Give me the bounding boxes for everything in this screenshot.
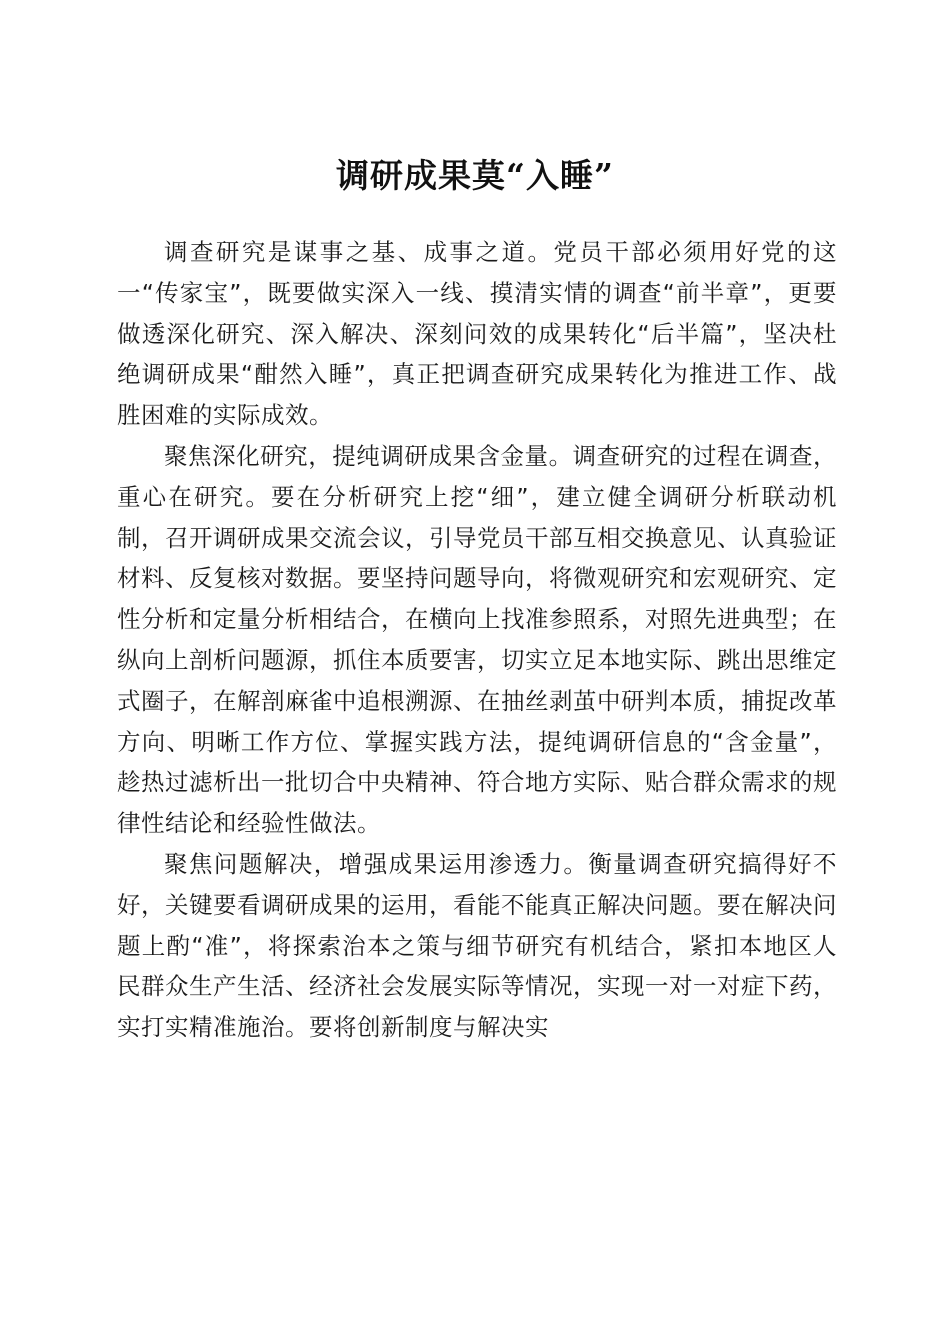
paragraph-intro: 调查研究是谋事之基、成事之道。党员干部必须用好党的这一“传家宝”，既要做实深入一线、摸清实情的调查“前半章”，更要做透深化研究、深入解决、深刻问效的成果转化“后半篇”，坚决杜绝调研成果“酣然入睡”，真正把调查研究成果转化为推进工作、战胜困难的实际成效。: [117, 238, 837, 430]
document-title: 调研成果莫“入睡”: [336, 156, 614, 196]
paragraph-deepen-research: 聚焦深化研究，提纯调研成果含金量。调查研究的过程在调查，重心在研究。要在分析研究上挖“细”，建立健全调研分析联动机制，召开调研成果交流会议，引导党员干部互相交换意见、认真验证材料、反复核对数据。要坚持问题导向，将微观研究和宏观研究、定性分析和定量分析相结合，在横向上找准参照系，对照先进典型；在纵向上剖析问题源，抓住本质要害，切实立足本地实际、跳出思维定式圈子，在解剖麻雀中追根溯源、在抽丝剥茧中研判本质，捕捉改革方向、明晰工作方位、掌握实践方法，提纯调研信息的“含金量”，趁热过滤析出一批切合中央精神、符合地方实际、贴合群众需求的规律性结论和经验性做法。: [117, 441, 837, 838]
paragraph-problem-solving: 聚焦问题解决，增强成果运用渗透力。衡量调查研究搞得好不好，关键要看调研成果的运用，看能不能真正解决问题。要在解决问题上酌“准”，将探索治本之策与细节研究有机结合，紧扣本地区人民群众生产生活、经济社会发展实际等情况，实现一对一对症下药，实打实精准施治。要将创新制度与解决实: [117, 849, 837, 1042]
document-body: [117, 232, 837, 1048]
